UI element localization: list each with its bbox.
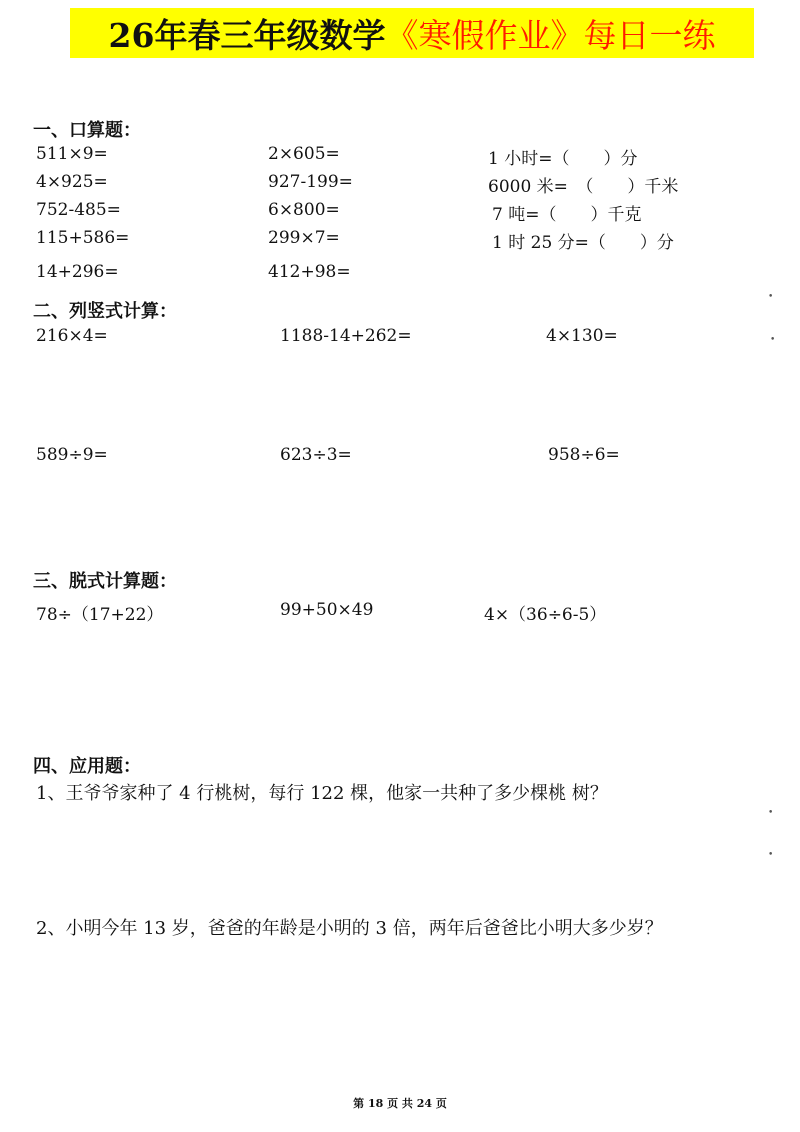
- oral-problem: 14+296=: [36, 262, 119, 282]
- page-title: [70, 8, 754, 58]
- scan-speck: •: [768, 292, 774, 302]
- section4-heading: 四、应用题：: [33, 756, 141, 777]
- scan-speck: •: [768, 850, 774, 860]
- unit-conversion: 6000 米= （ ）千米: [488, 177, 679, 197]
- step-calc-problem: 4×（36÷6-5）: [484, 605, 607, 625]
- oral-problem: 752-485=: [36, 200, 121, 220]
- scan-speck: •: [770, 335, 776, 345]
- unit-conversion: 7 吨=（ ）千克: [492, 205, 642, 225]
- vertical-calc-problem: 958÷6=: [548, 445, 620, 465]
- word-problem: 1、王爷爷家种了 4 行桃树，每行 122 棵，他家一共种了多少棵桃 树？: [36, 783, 608, 804]
- vertical-calc-problem: 1188-14+262=: [280, 326, 412, 346]
- oral-problem: 299×7=: [268, 228, 340, 248]
- page-footer: 第 18 页 共 24 页: [353, 1097, 447, 1110]
- word-problem: 2、小明今年 13 岁，爸爸的年龄是小明的 3 倍，两年后爸爸比小明大多少岁？: [36, 918, 663, 939]
- section3-heading: 三、脱式计算题：: [33, 571, 177, 592]
- oral-problem: 4×925=: [36, 172, 108, 192]
- unit-conversion: 1 时 25 分=（ ）分: [492, 233, 674, 253]
- oral-problem: 6×800=: [268, 200, 340, 220]
- oral-problem: 115+586=: [36, 228, 130, 248]
- step-calc-problem: 78÷（17+22）: [36, 605, 164, 625]
- oral-problem: 511×9=: [36, 144, 108, 164]
- vertical-calc-problem: 589÷9=: [36, 445, 108, 465]
- vertical-calc-problem: 623÷3=: [280, 445, 352, 465]
- scan-speck: •: [768, 808, 774, 818]
- vertical-calc-problem: 4×130=: [546, 326, 618, 346]
- title-part2: 《寒假作业》每日一练: [385, 15, 716, 55]
- step-calc-problem: 99+50×49: [280, 600, 374, 620]
- title-part1: 26年春三年级数学: [108, 15, 386, 55]
- oral-problem: 412+98=: [268, 262, 351, 282]
- section1-heading: 一、口算题：: [33, 120, 141, 141]
- unit-conversion: 1 小时=（ ）分: [488, 149, 638, 169]
- vertical-calc-problem: 216×4=: [36, 326, 108, 346]
- section2-heading: 二、列竖式计算：: [33, 301, 177, 322]
- oral-problem: 2×605=: [268, 144, 340, 164]
- oral-problem: 927-199=: [268, 172, 353, 192]
